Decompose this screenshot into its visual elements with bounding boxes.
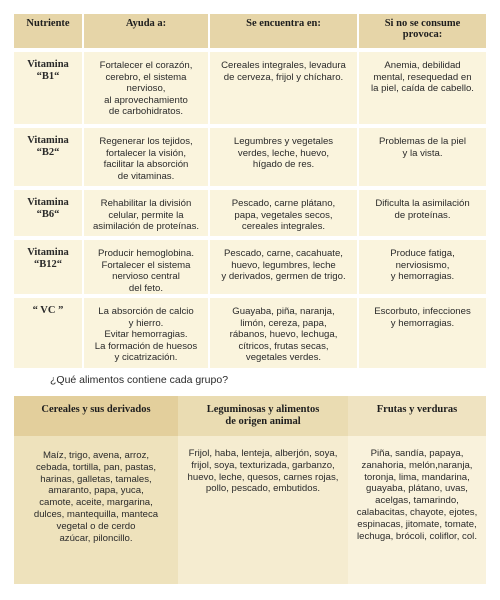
group-title: Frutas y verduras — [348, 396, 486, 436]
question-heading: ¿Qué alimentos contiene cada grupo? — [50, 374, 229, 386]
header-ayuda: Ayuda a: — [84, 14, 210, 48]
helps-cell: Rehabilitar la división celular, permite la asimilación de proteínas. — [84, 186, 210, 236]
helps-cell: Regenerar los tejidos, fortalecer la visión, facilitar la absorción de vitaminas. — [84, 124, 210, 186]
header-nutriente: Nutriente — [14, 14, 84, 48]
header-encuentra: Se encuentra en: — [210, 14, 359, 48]
deficiency-cell: Problemas de la piel y la vista. — [359, 124, 486, 186]
group-cereales — [14, 396, 178, 584]
nutrient-name: Vitamina “B12“ — [14, 236, 84, 294]
group-items: Frijol, haba, lenteja, alberjón, soya, frijol, soya, texturizada, garbanzo, huevo, leche, quesos, carnes rojas, pollo, pescado, embutidos. — [178, 436, 348, 584]
helps-cell: La absorción de calcio y hierro. Evitar hemorragias. La formación de huesos y cicatrización. — [84, 294, 210, 368]
table-row — [14, 294, 486, 368]
helps-cell: Fortalecer el corazón, cerebro, el sistema nervioso, al aprovechamiento de carbohidratos. — [84, 48, 210, 124]
table-row — [14, 186, 486, 236]
vitamin-table — [14, 14, 486, 368]
group-title: Cereales y sus derivados — [14, 396, 178, 436]
group-leguminosas — [178, 396, 348, 584]
deficiency-cell: Dificulta la asimilación de proteínas. — [359, 186, 486, 236]
header-provoca: Si no se consume provoca: — [359, 14, 486, 48]
deficiency-cell: Escorbuto, infecciones y hemorragias. — [359, 294, 486, 368]
found-in-cell: Cereales integrales, levadura de cerveza, frijol y chícharo. — [210, 48, 359, 124]
nutrient-name: Vitamina “B2“ — [14, 124, 84, 186]
table-row — [14, 124, 486, 186]
table-row — [14, 48, 486, 124]
helps-cell: Producir hemoglobina. Fortalecer el sistema nervioso central del feto. — [84, 236, 210, 294]
group-items: Piña, sandía, papaya, zanahoria, melón,naranja, toronja, lima, mandarina, guayaba, plátano, uvas, acelgas, tamarindo, calabacitas, chayote, ejotes, espinacas, jitomate, tomate, lechuga, brócoli, coliflor, col. — [348, 436, 486, 584]
group-items: Maíz, trigo, avena, arroz, cebada, tortilla, pan, pastas, harinas, galletas, tamales, amaranto, papa, yuca, camote, aceite, margarina, dulces, mantequilla, manteca vegetal o de cerdo azúcar, piloncillo. — [14, 436, 178, 584]
table-row — [14, 236, 486, 294]
food-groups — [14, 396, 486, 584]
table-header-row — [14, 14, 486, 48]
found-in-cell: Guayaba, piña, naranja, limón, cereza, papa, rábanos, huevo, lechuga, cítricos, frutas secas, vegetales verdes. — [210, 294, 359, 368]
found-in-cell: Pescado, carne, cacahuate, huevo, legumbres, leche y derivados, germen de trigo. — [210, 236, 359, 294]
group-frutas — [348, 396, 486, 584]
deficiency-cell: Anemia, debilidad mental, resequedad en la piel, caída de cabello. — [359, 48, 486, 124]
found-in-cell: Pescado, carne plátano, papa, vegetales secos, cereales integrales. — [210, 186, 359, 236]
group-title: Leguminosas y alimentos de origen animal — [178, 396, 348, 436]
deficiency-cell: Produce fatiga, nerviosismo, y hemorragias. — [359, 236, 486, 294]
nutrient-name: Vitamina “B1“ — [14, 48, 84, 124]
nutrient-name: Vitamina “B6“ — [14, 186, 84, 236]
nutrient-name: “ VC ” — [14, 294, 84, 368]
found-in-cell: Legumbres y vegetales verdes, leche, huevo, hígado de res. — [210, 124, 359, 186]
